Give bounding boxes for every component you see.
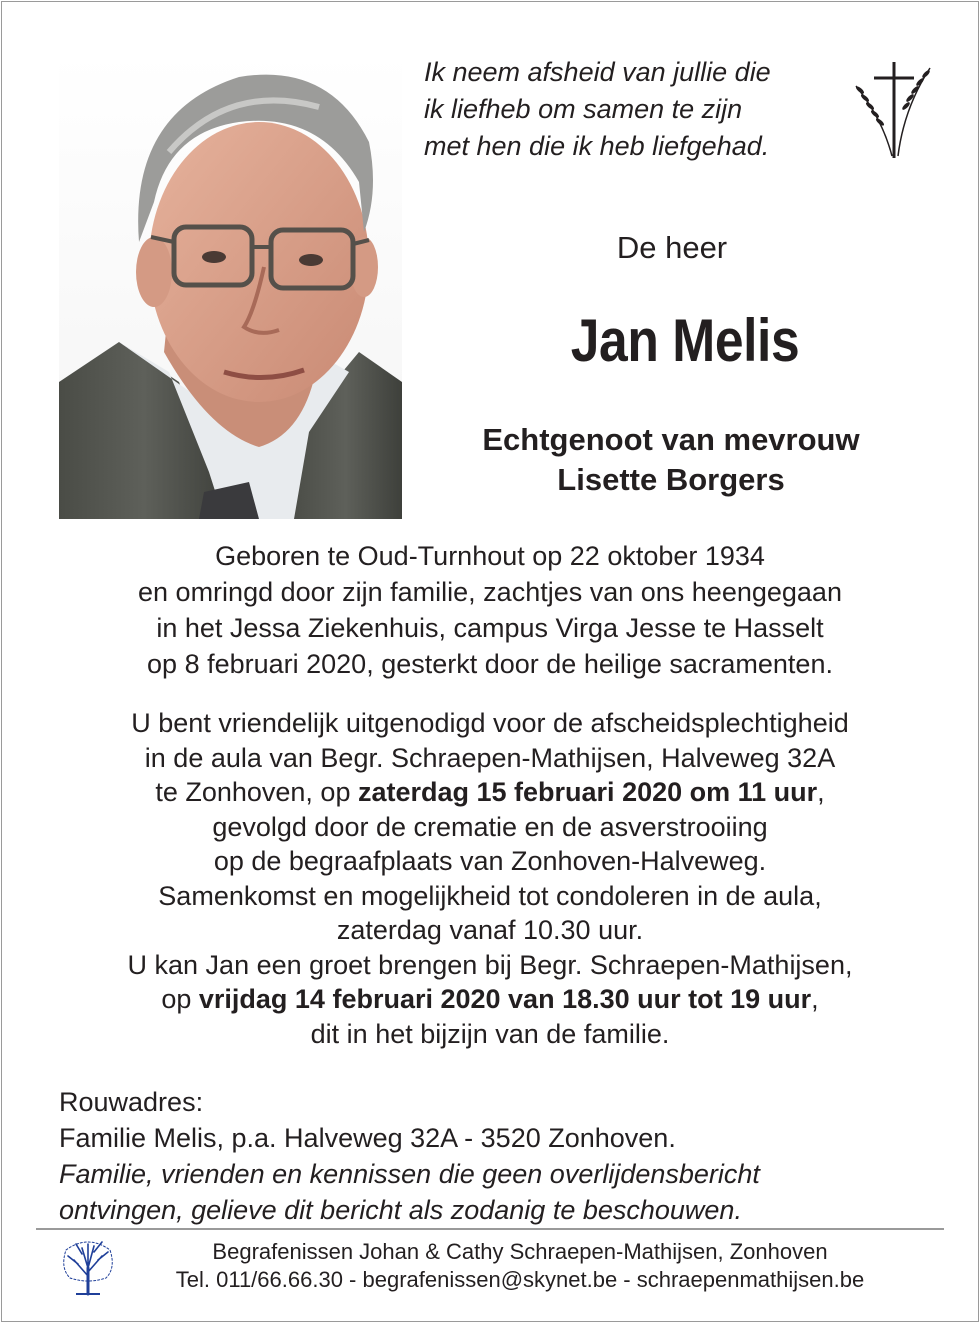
spouse-line: Echtgenoot van mevrouw: [482, 422, 860, 457]
poem-line: met hen die ik heb liefgehad.: [424, 131, 770, 161]
text-line: Geboren te Oud-Turnhout op 22 oktober 1934: [215, 541, 765, 571]
text-segment: te Zonhoven, op: [155, 777, 358, 807]
visitation-date: vrijdag 14 februari 2020 van 18.30 uur tot 19 uur: [198, 984, 812, 1014]
funeral-home: Begrafenissen Johan & Cathy Schraepen-Mathijsen, Zonhoven: [212, 1239, 828, 1264]
spouse-info: [400, 420, 942, 500]
footer: [120, 1238, 920, 1294]
text-line: dit in het bijzijn van de familie.: [310, 1018, 670, 1049]
text-line: zaterdag vanaf 10.30 uur.: [336, 915, 644, 945]
deceased-name: Jan Melis: [570, 307, 800, 374]
text-line: gevolgd door de crematie en de asverstrooiing: [212, 811, 768, 842]
notice-line: ontvingen, gelieve dit bericht als zodanig te beschouwen.: [59, 1195, 742, 1225]
contact-info: Tel. 011/66.66.30 - begrafenissen@skynet.be - schraepenmathijsen.be: [175, 1267, 865, 1292]
service-date: zaterdag 15 februari 2020 om 11 uur: [357, 777, 818, 807]
text-line: [10, 775, 970, 810]
portrait-photo: [59, 52, 402, 519]
text-segment: op: [161, 984, 199, 1014]
poem-line: ik liefheb om samen te zijn: [424, 94, 743, 124]
address-value: Familie Melis, p.a. Halveweg 32A - 3520 Zonhoven.: [59, 1123, 676, 1153]
text-line: in de aula van Begr. Schraepen-Mathijsen, Halveweg 32A: [144, 742, 836, 773]
text-line: op 8 februari 2020, gesterkt door de heilige sacramenten.: [147, 649, 833, 679]
spouse-name: Lisette Borgers: [557, 462, 785, 497]
salutation: De heer: [616, 230, 728, 265]
notice-line: Familie, vrienden en kennissen die geen overlijdensbericht: [59, 1159, 760, 1189]
text-line: U kan Jan een groet brengen bij Begr. Schraepen-Mathijsen,: [127, 949, 853, 980]
text-segment: ,: [811, 984, 819, 1014]
mourning-address: [59, 1084, 939, 1228]
text-line: in het Jessa Ziekenhuis, campus Virga Jesse te Hasselt: [156, 613, 824, 643]
text-line: Samenkomst en mogelijkheid tot condoleren in de aula,: [158, 880, 822, 911]
tree-logo-icon: [62, 1238, 114, 1296]
text-segment: ,: [817, 777, 825, 807]
poem-line: Ik neem afsheid van jullie die: [424, 57, 771, 87]
text-line: U bent vriendelijk uitgenodigd voor de afscheidsplechtigheid: [131, 708, 849, 738]
text-line: [10, 982, 970, 1017]
birth-death-text: [10, 538, 970, 682]
cross-with-wheat-icon: [852, 58, 934, 160]
service-details: [10, 706, 970, 1051]
text-line: op de begraafplaats van Zonhoven-Halveweg.: [213, 846, 767, 876]
text-line: en omringd door zijn familie, zachtjes van ons heengegaan: [138, 577, 842, 607]
divider: [36, 1228, 944, 1230]
address-label: Rouwadres:: [59, 1087, 204, 1117]
poem: [424, 54, 844, 165]
